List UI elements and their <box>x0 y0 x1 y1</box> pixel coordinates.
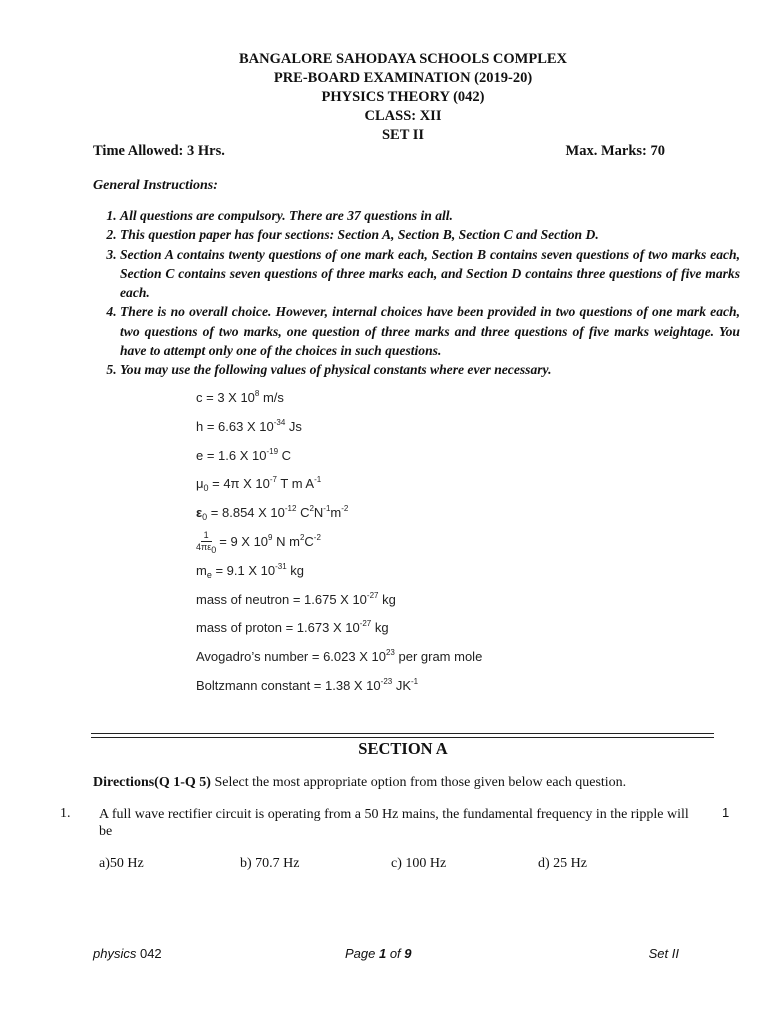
constant-c <box>196 385 482 414</box>
instruction-item: 4. There is no overall choice. However, internal choices have been provided in two questions of one mark each, two questions of two marks, one question of three marks and three questions of five marks weightage. You have to attempt only one of the choices in such questions. <box>120 302 740 360</box>
constant-neutron-unit: kg <box>378 591 396 607</box>
coulomb-denominator-sub: 0 <box>211 544 217 555</box>
question-number: 1. <box>60 806 71 821</box>
constant-neutron-exp: -27 <box>366 590 379 600</box>
constant-me-unit: kg <box>286 562 305 578</box>
set-name: SET II <box>381 127 425 143</box>
constant-eps0-unit-c: m <box>330 505 342 521</box>
exam-name: PRE-BOARD EXAMINATION (2019-20) <box>273 70 533 86</box>
constant-avogadro-unit: per gram mole <box>394 649 483 665</box>
constant-eps0-value: = 8.854 X 10 <box>207 505 285 521</box>
footer-page-prefix: Page <box>345 946 379 961</box>
max-marks: Max. Marks: 70 <box>565 143 665 159</box>
constant-boltzmann-unit: JK <box>392 677 412 693</box>
section-divider <box>91 733 714 734</box>
constant-eps0-unit-c-exp: -2 <box>341 504 349 514</box>
constant-e-value: e = 1.6 X 10 <box>196 447 267 463</box>
directions-text: Select the most appropriate option from those given below each question. <box>210 775 627 790</box>
constant-coulomb-unit-b: C <box>304 533 314 549</box>
constant-eps0-unit-b-exp: -1 <box>323 504 331 514</box>
footer-subject <box>93 946 162 961</box>
constant-proton-mass <box>196 615 482 644</box>
constant-eps0-unit-a: C <box>296 505 310 521</box>
time-allowed: Time Allowed: 3 Hrs. <box>93 143 225 159</box>
section-directions <box>93 775 626 791</box>
footer-page-of: of <box>386 946 405 961</box>
class-name: CLASS: XII <box>364 108 442 124</box>
section-divider <box>91 737 714 738</box>
instructions-list <box>93 206 740 380</box>
constant-mu0-sub: 0 <box>203 483 209 494</box>
question-marks: 1 <box>722 805 730 820</box>
section-title: SECTION A <box>358 739 448 758</box>
constant-proton-value: mass of proton = 1.673 X 10 <box>196 620 360 636</box>
option-d: d) 25 Hz <box>538 856 587 871</box>
constant-eps0-unit-b: N <box>313 505 324 521</box>
constant-me-exp: -31 <box>275 561 287 571</box>
instruction-item: 3. Section A contains twenty questions of one mark each, Section B contains seven questions of two marks each, Section C contains seven questions of three marks each, and Section D contains three questions of five marks each. <box>120 245 740 303</box>
constant-avogadro <box>196 644 482 673</box>
constant-coulomb <box>196 529 482 558</box>
constant-mu0-symbol: μ <box>196 476 204 492</box>
school-name: BANGALORE SAHODAYA SCHOOLS COMPLEX <box>238 51 568 67</box>
constant-mu0-unit-exp: -1 <box>314 475 322 485</box>
constant-proton-exp: -27 <box>359 619 372 629</box>
option-a: a)50 Hz <box>99 856 144 871</box>
constant-avogadro-exp: 23 <box>385 648 395 658</box>
constant-e <box>196 443 482 472</box>
constant-boltzmann-exp: -23 <box>380 676 393 686</box>
constant-mu0 <box>196 471 482 500</box>
option-b: b) 70.7 Hz <box>240 856 300 871</box>
instruction-item: 1. All questions are compulsory. There are 37 questions in all. <box>120 206 740 225</box>
footer-page-current: 1 <box>378 946 387 961</box>
constant-eps0-unit-a-exp: 2 <box>309 504 314 514</box>
constant-h-value: h = 6.63 X 10 <box>196 418 274 434</box>
constant-neutron-mass <box>196 587 482 616</box>
instruction-item: 2. This question paper has four sections: Section A, Section B, Section C and Section D. <box>120 225 740 244</box>
constant-boltzmann-unit-exp: -1 <box>411 676 419 686</box>
constant-coulomb-exp: 9 <box>268 532 273 542</box>
constant-eps0-sub: 0 <box>202 512 208 523</box>
constant-proton-unit: kg <box>371 620 389 636</box>
footer-page-total: 9 <box>404 946 412 961</box>
constant-eps0 <box>196 500 482 529</box>
constant-mu0-unit: T m A <box>277 476 315 492</box>
constant-eps0-symbol: ε <box>196 505 203 521</box>
constant-coulomb-unit-a: N m <box>272 533 300 549</box>
constant-c-exp: 8 <box>254 389 260 398</box>
physical-constants <box>196 385 482 702</box>
constant-h <box>196 414 482 443</box>
constant-boltzmann-value: Boltzmann constant = 1.38 X 10 <box>196 677 381 693</box>
constant-avogadro-value: Avogadro’s number = 6.023 X 10 <box>196 649 386 665</box>
question-text: A full wave rectifier circuit is operating from a 50 Hz mains, the fundamental frequency in the ripple will be <box>99 807 689 839</box>
instructions-title: General Instructions: <box>93 178 218 193</box>
constant-me-value: = 9.1 X 10 <box>211 562 276 578</box>
constant-h-exp: -34 <box>273 417 286 427</box>
coulomb-denominator-text: 4πε <box>196 541 212 552</box>
coulomb-numerator: 1 <box>201 530 212 542</box>
subject-name: PHYSICS THEORY (042) <box>321 89 485 105</box>
footer-subject-name: physics <box>93 946 137 961</box>
constant-boltzmann <box>196 673 482 702</box>
exam-header <box>0 50 768 145</box>
constant-mu0-exp: -7 <box>269 475 278 485</box>
footer-set: Set II <box>648 946 679 961</box>
constant-mu0-value: = 4π X 10 <box>208 476 270 492</box>
instruction-item: 5. You may use the following values of physical constants where ever necessary. <box>120 360 740 379</box>
coulomb-denominator <box>196 542 216 556</box>
constant-me <box>196 558 482 587</box>
coulomb-fraction <box>196 530 216 556</box>
constant-h-unit: Js <box>285 418 302 434</box>
constant-e-unit: C <box>278 447 292 463</box>
constant-me-sub: e <box>206 569 212 580</box>
directions-label: Directions(Q 1-Q 5) <box>93 775 211 790</box>
time-marks-row <box>93 143 665 160</box>
constant-neutron-value: mass of neutron = 1.675 X 10 <box>196 591 367 607</box>
constant-e-exp: -19 <box>266 446 279 456</box>
constant-coulomb-value: = 9 X 10 <box>219 533 269 549</box>
footer-page-number <box>345 946 412 961</box>
constant-me-symbol: m <box>196 562 207 578</box>
option-c: c) 100 Hz <box>391 856 447 871</box>
footer-subject-code: 042 <box>136 946 162 961</box>
constant-coulomb-unit-b-exp: -2 <box>313 532 321 542</box>
constant-c-unit: m/s <box>259 390 284 405</box>
constant-c-value: c = 3 X 10 <box>196 390 255 405</box>
constant-eps0-exp: -12 <box>284 504 297 514</box>
constant-coulomb-unit-a-exp: 2 <box>299 532 305 542</box>
